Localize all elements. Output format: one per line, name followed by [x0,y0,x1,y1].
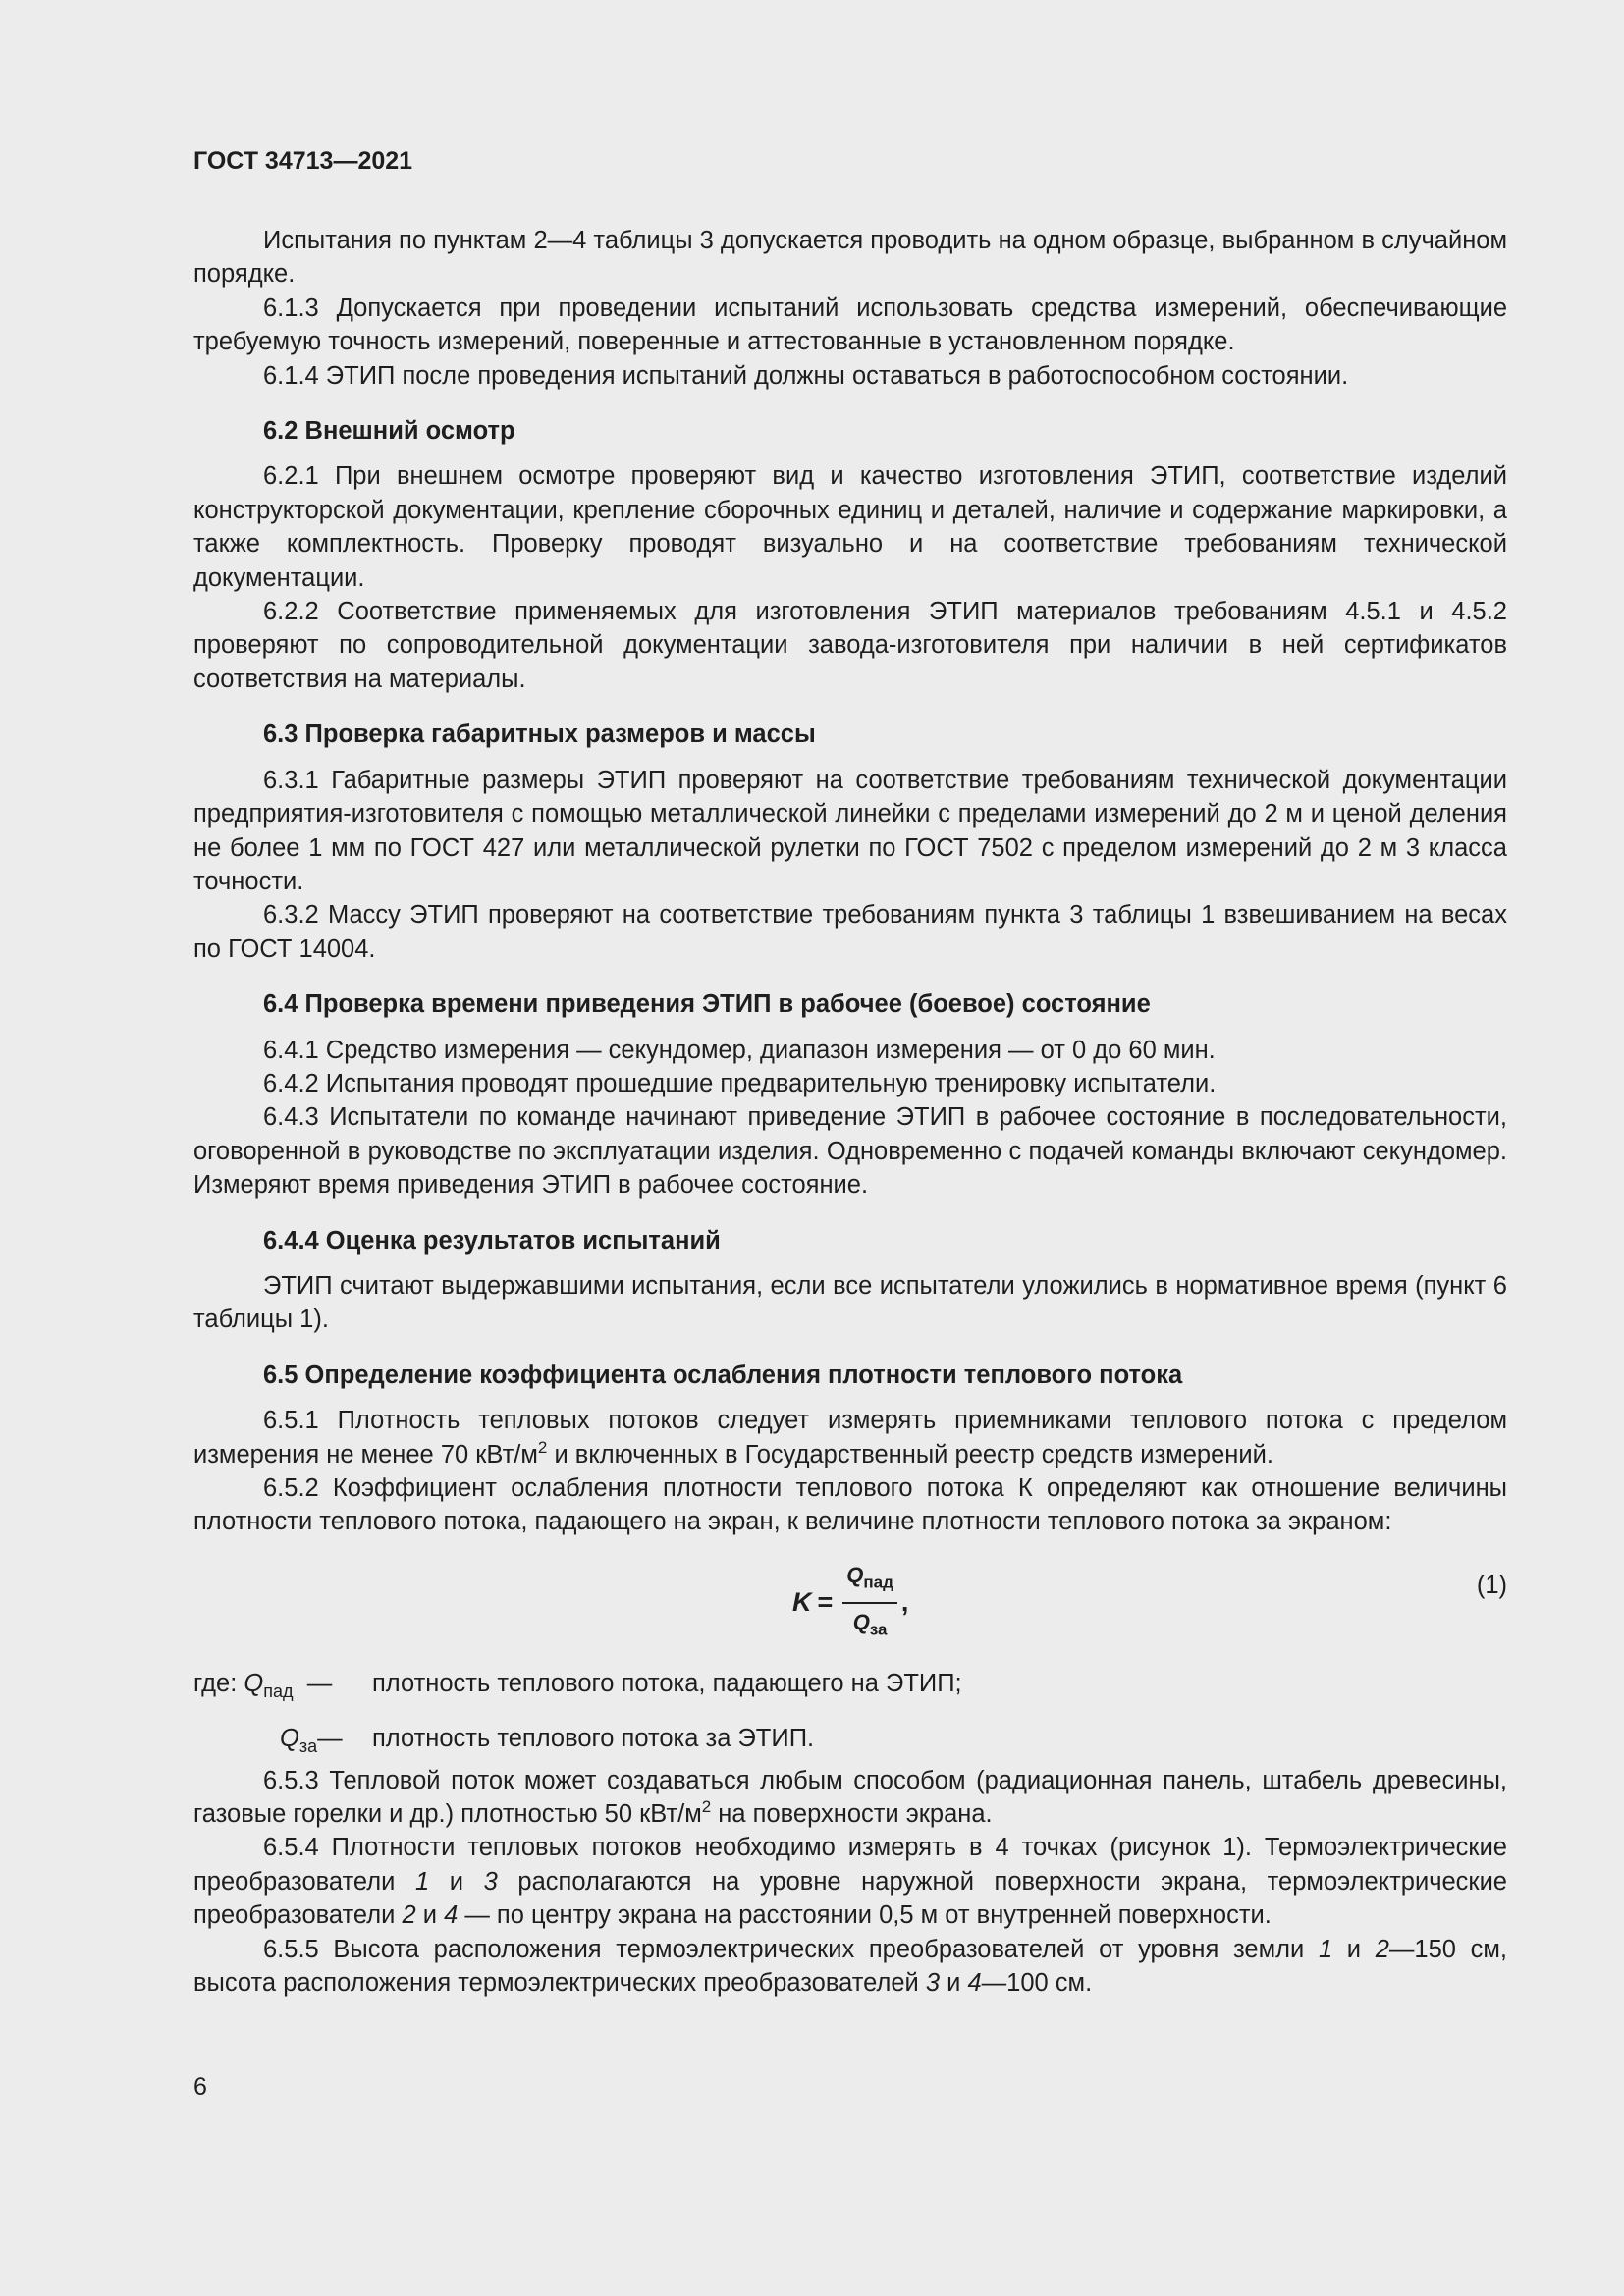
where-row-1 [193,1667,1507,1708]
italic-ref: 2 [1375,1935,1389,1963]
where-symbol-2 [193,1722,370,1763]
section-heading: 6.3 Проверка габаритных размеров и массы [263,721,816,749]
paragraph: 6.2.2 Соответствие применяемых для изготовления ЭТИП материалов требованиям 4.5.1 и 4.5.2 проверяют по сопроводительной документации завода-изготовителя при наличии в ней сертификатов соответствия на материалы. [193,598,1507,693]
numerator-subscript: пад [863,1573,893,1592]
denominator-symbol: Q [852,1609,870,1634]
where-row-2 [193,1722,1507,1763]
unit-superscript: 2 [537,1437,548,1457]
italic-ref: 2 [402,1901,416,1930]
paragraph: Испытания по пунктам 2—4 таблицы 3 допускается проводить на одном образце, выбранном в случайном порядке. [193,227,1507,289]
italic-ref: 1 [414,1867,430,1896]
section-heading: 6.4.4 Оценка результатов испытаний [263,1226,721,1255]
denominator-subscript: за [869,1620,888,1638]
formula-1 [193,1549,1507,1653]
paragraph-6-5-3 [193,1764,1507,1832]
formula-denominator [849,1604,892,1647]
where-text-2: плотность теплового потока за ЭТИП. [372,1725,815,1753]
formula-trailing-comma: , [900,1587,909,1618]
paragraph-6-5-5 [193,1933,1507,2001]
section-heading: 6.2 Внешний осмотр [263,417,515,446]
paragraph-6-5-3-text: 6.5.3 Тепловой поток может создаваться любым способом (радиационная панель, штабель древесины, газовые горелки и др.) плотностью 50 кВт/м [193,1766,1507,1829]
where-text-1: плотность теплового потока, падающего на ЭТИП; [372,1669,962,1697]
page-number: 6 [193,2073,207,2101]
paragraph-6-5-1-tail: и включенных в Государственный реестр средств измерений. [547,1440,1273,1468]
text-run: и [1332,1935,1376,1963]
formula-fraction [842,1559,897,1647]
where-symbol-1-letter: Q [244,1669,264,1697]
text-run: — по центру экрана на расстоянии 0,5 м от внутренней поверхности. [458,1901,1272,1930]
text-blocks [193,224,1507,1392]
paragraph: 6.4.1 Средство измерения — секундомер, диапазон измерения — от 0 до 60 мин. [263,1036,1216,1064]
paragraph: 6.1.4 ЭТИП после проведения испытаний должны оставаться в работоспособном состоянии. [263,361,1349,390]
paragraph-6-5-4 [193,1831,1507,1932]
where-dash-2: — [317,1725,343,1753]
text-run: и [415,1901,445,1930]
text-run: и [429,1867,484,1896]
where-dash-1: — [306,1669,333,1697]
paragraph-6-5-2: 6.5.2 Коэффициент ослабления плотности теплового потока К определяют как отношение величины плотности теплового потока, падающего на экран, к величине плотности теплового потока за экраном: [193,1474,1507,1536]
text-run: 6.5.5 Высота расположения термоэлектрических преобразователей от уровня земли [263,1935,1319,1963]
document-body [193,224,1507,2000]
paragraph: 6.4.3 Испытатели по команде начинают приведение ЭТИП в рабочее состояние в последовательности, оговоренной в руководстве по эксплуатации изделия. Одновременно с подачей команды включают секундомер. Измеряют время приведения ЭТИП в рабочее состояние. [193,1103,1507,1200]
formula-equals: = [817,1587,834,1618]
italic-ref: 3 [483,1867,498,1896]
italic-ref: 3 [925,1969,941,1998]
italic-ref: 1 [1318,1935,1333,1963]
paragraph-6-5-1-text: 6.5.1 Плотность тепловых потоков следует измерять приемниками теплового потока с пределом измерения не менее 70 кВт/м [193,1407,1507,1468]
where-legend [193,1667,1507,1764]
where-symbol-1-subscript: пад [263,1681,294,1701]
section-heading: 6.4 Проверка времени приведения ЭТИП в рабочее (боевое) состояние [263,990,1151,1019]
document-code-header: ГОСТ 34713—2021 [193,147,413,175]
text-run: располагаются на уровне наружной поверхности экрана, термоэлектрические преобразователи [193,1867,1507,1930]
where-prefix: где: [193,1669,238,1697]
paragraph-6-5-1 [193,1404,1507,1471]
formula-expression [792,1559,908,1647]
where-symbol-1 [193,1667,370,1708]
numerator-symbol: Q [846,1562,864,1587]
text-run: 6.5.4 Плотности тепловых потоков необходимо измерять в 4 точках (рисунок 1). Термоэлектрические преобразователи [193,1834,1507,1896]
unit-superscript: 2 [701,1797,712,1817]
italic-ref: 4 [444,1901,459,1930]
formula-numerator [842,1559,897,1604]
where-symbol-2-letter: Q [280,1725,299,1753]
formula-lhs: K [792,1587,812,1618]
paragraph: 6.1.3 Допускается при проведении испытаний использовать средства измерений, обеспечивающие требуемую точность измерений, поверенные и аттестованные в установленном порядке. [193,294,1507,356]
paragraph: 6.4.2 Испытания проводят прошедшие предварительную тренировку испытатели. [263,1069,1217,1097]
text-run: и [940,1969,968,1998]
italic-ref: 4 [967,1969,982,1998]
formula-number: (1) [1476,1571,1507,1599]
text-run: —150 см, высота расположения термоэлектрических преобразователей [193,1935,1508,1998]
where-symbol-2-subscript: за [298,1736,318,1757]
paragraph: 6.2.1 При внешнем осмотре проверяют вид и качество изготовления ЭТИП, соответствие изделий конструкторской документации, крепление сборочных единиц и деталей, наличие и содержание маркировки, а также комплектность. Проверку проводят визуально и на соответствие требованиям технической документации. [193,462,1507,592]
text-run: —100 см. [981,1969,1093,1998]
paragraph: 6.3.2 Массу ЭТИП проверяют на соответствие требованиям пункта 3 таблицы 1 взвешиванием на весах по ГОСТ 14004. [193,901,1507,963]
paragraph: 6.3.1 Габаритные размеры ЭТИП проверяют на соответствие требованиям технической документации предприятия-изготовителя с помощью металлической линейки с пределами измерений до 2 м и ценой деления не более 1 мм по ГОСТ 427 или металлической рулетки по ГОСТ 7502 с пределом измерений до 2 м 3 класса точности. [193,766,1507,895]
paragraph-6-5-3-tail: на поверхности экрана. [711,1800,993,1829]
section-heading: 6.5 Определение коэффициента ослабления плотности теплового потока [263,1361,1183,1389]
paragraph: ЭТИП считают выдержавшими испытания, если все испытатели уложились в нормативное время (пункт 6 таблицы 1). [193,1271,1507,1334]
